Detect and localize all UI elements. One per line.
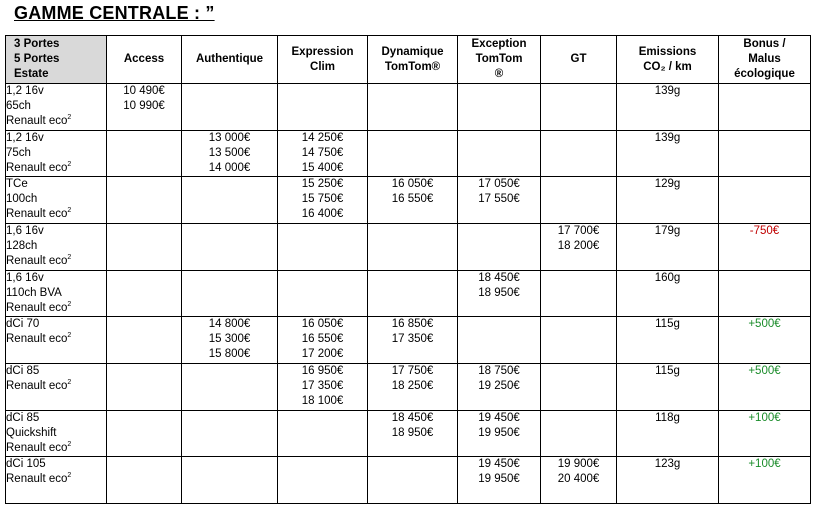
price-value: 18 750€ <box>478 364 520 377</box>
engine-line <box>6 99 106 114</box>
engine-line <box>6 239 106 254</box>
co2-cell: 179g <box>617 223 719 270</box>
co2-cell: 160g <box>617 270 719 317</box>
engine-text: Renault eco <box>6 441 68 454</box>
header-label: CO₂ / km <box>643 60 692 73</box>
price-value: 15 400€ <box>301 161 344 174</box>
table-row <box>6 317 811 364</box>
page-title: GAMME CENTRALE : ” <box>14 3 215 23</box>
header-access <box>107 36 182 84</box>
price-cell-authentique <box>182 363 278 410</box>
price-cell-dynamique <box>368 317 458 364</box>
engine-text: 75ch <box>6 146 31 159</box>
price-cell-exception <box>458 410 541 457</box>
price-cell-authentique <box>182 84 278 131</box>
engine-line <box>6 146 106 161</box>
price-cell-authentique <box>182 223 278 270</box>
price-value: 15 300€ <box>208 333 251 346</box>
engine-line <box>6 161 106 176</box>
table-row <box>6 130 811 177</box>
price-value: 16 550€ <box>301 333 344 346</box>
bonus-malus-cell <box>719 177 811 224</box>
engine-text: Renault eco <box>6 115 68 127</box>
price-cell-access <box>107 130 182 177</box>
header-label: Authentique <box>195 53 264 65</box>
price-value: 16 050€ <box>301 318 344 331</box>
engine-text: 1,2 16v <box>6 85 44 97</box>
price-value: 18 100€ <box>301 394 344 407</box>
price-value: 16 950€ <box>301 364 344 377</box>
engine-cell <box>6 177 107 224</box>
engine-line <box>6 441 106 456</box>
price-value: 16 050€ <box>391 178 434 191</box>
engine-text: TCe <box>6 178 28 191</box>
header-label: Malus <box>748 53 781 65</box>
price-value: 10 490€ <box>123 85 165 97</box>
bonus-malus-cell <box>719 410 811 457</box>
eco-superscript: 2 <box>67 440 72 448</box>
price-cell-expression <box>278 130 368 177</box>
engine-line <box>6 286 106 301</box>
price-cell-expression <box>278 363 368 410</box>
bonus-value: +500€ <box>748 318 781 331</box>
bonus-malus-cell <box>719 363 811 410</box>
price-cell-exception <box>458 270 541 317</box>
bonus-malus-cell <box>719 270 811 317</box>
price-cell-dynamique <box>368 223 458 270</box>
price-value: 19 950€ <box>478 473 520 486</box>
price-value: 14 750€ <box>301 146 344 159</box>
price-value: 15 750€ <box>301 193 344 206</box>
price-cell-dynamique <box>368 130 458 177</box>
price-value: 19 900€ <box>557 458 600 471</box>
engine-text: Renault eco <box>6 254 68 267</box>
price-value: 17 750€ <box>391 364 434 377</box>
price-cell-gt <box>541 270 617 317</box>
price-value: 17 550€ <box>478 193 520 206</box>
engine-cell <box>6 270 107 317</box>
engine-line <box>6 457 106 472</box>
engine-line <box>6 364 106 379</box>
eco-superscript: 2 <box>67 254 72 262</box>
bonus-malus-cell <box>719 84 811 131</box>
eco-superscript: 2 <box>67 207 72 215</box>
price-cell-gt <box>541 317 617 364</box>
engine-line <box>6 317 106 332</box>
price-cell-dynamique <box>368 177 458 224</box>
eco-superscript: 2 <box>67 114 72 122</box>
price-cell-gt <box>541 223 617 270</box>
price-value: 18 450€ <box>391 411 434 424</box>
table-row <box>6 410 811 457</box>
engine-text: 1,6 16v <box>6 271 44 284</box>
price-cell-dynamique <box>368 84 458 131</box>
price-value: 14 000€ <box>208 161 251 174</box>
price-value: 19 950€ <box>478 426 520 439</box>
co2-cell: 139g <box>617 130 719 177</box>
price-value: 13 000€ <box>208 131 251 144</box>
price-cell-dynamique <box>368 270 458 317</box>
price-cell-access <box>107 363 182 410</box>
engine-line <box>6 114 106 129</box>
engine-text: 110ch BVA <box>6 286 62 299</box>
co2-cell: 118g <box>617 410 719 457</box>
price-cell-dynamique <box>368 363 458 410</box>
header-label: Expression <box>291 45 354 58</box>
malus-value: -750€ <box>749 224 780 237</box>
price-cell-gt <box>541 457 617 504</box>
engine-text: 100ch <box>6 193 38 206</box>
eco-superscript: 2 <box>67 472 72 480</box>
table-row <box>6 177 811 224</box>
price-value: 18 950€ <box>391 426 434 439</box>
engine-text: Renault eco <box>6 473 68 486</box>
price-cell-dynamique <box>368 410 458 457</box>
engine-cell <box>6 363 107 410</box>
engine-text: Quickshift <box>6 426 57 439</box>
price-cell-expression <box>278 177 368 224</box>
header-label: 3 Portes <box>14 38 60 50</box>
engine-text: dCi 105 <box>6 458 46 471</box>
price-cell-expression <box>278 457 368 504</box>
engine-line <box>6 379 106 394</box>
engine-text: dCi 85 <box>6 411 40 424</box>
price-cell-access <box>107 270 182 317</box>
bonus-value: +100€ <box>748 411 781 424</box>
engine-text: Renault eco <box>6 301 68 314</box>
header-label: Clim <box>310 60 335 73</box>
price-cell-expression <box>278 317 368 364</box>
bonus-malus-cell <box>719 457 811 504</box>
bonus-malus-cell <box>719 223 811 270</box>
price-cell-access <box>107 177 182 224</box>
price-cell-access <box>107 410 182 457</box>
header-label: TomTom® <box>384 60 441 73</box>
price-cell-exception <box>458 223 541 270</box>
price-value: 13 500€ <box>208 146 251 159</box>
price-cell-access <box>107 84 182 131</box>
price-cell-authentique <box>182 410 278 457</box>
price-value: 18 250€ <box>391 379 434 392</box>
price-value: 17 700€ <box>557 224 600 237</box>
price-value: 16 850€ <box>391 318 434 331</box>
engine-text: dCi 85 <box>6 364 40 377</box>
price-value: 17 350€ <box>391 333 434 346</box>
price-cell-expression <box>278 270 368 317</box>
eco-superscript: 2 <box>67 300 72 308</box>
engine-text: 65ch <box>6 100 31 112</box>
price-cell-exception <box>458 177 541 224</box>
price-cell-exception <box>458 317 541 364</box>
table-row <box>6 223 811 270</box>
price-value: 14 800€ <box>208 318 251 331</box>
price-value: 17 350€ <box>301 379 344 392</box>
engine-line <box>6 332 106 347</box>
price-value: 17 200€ <box>301 348 344 361</box>
header-label: Dynamique <box>381 45 444 58</box>
engine-line <box>6 131 106 146</box>
price-cell-access <box>107 317 182 364</box>
header-label: Bonus / <box>743 38 786 50</box>
price-cell-expression <box>278 410 368 457</box>
price-cell-expression <box>278 223 368 270</box>
header-label: TomTom <box>475 53 523 65</box>
header-emissions <box>617 36 719 84</box>
price-value: 16 550€ <box>391 193 434 206</box>
engine-line <box>6 411 106 426</box>
eco-superscript: 2 <box>67 379 72 387</box>
header-label: Estate <box>14 68 49 80</box>
header-expression-clim <box>278 36 368 84</box>
engine-line <box>6 301 106 316</box>
price-cell-gt <box>541 363 617 410</box>
table-row <box>6 270 811 317</box>
header-dynamique-tomtom <box>368 36 458 84</box>
engine-line <box>6 84 106 99</box>
header-label: 5 Portes <box>14 53 60 65</box>
price-cell-exception <box>458 363 541 410</box>
price-value: 15 800€ <box>208 348 251 361</box>
header-label: GT <box>570 53 587 65</box>
header-bonus-malus <box>719 36 811 84</box>
price-cell-access <box>107 223 182 270</box>
engine-text: 1,2 16v <box>6 131 44 144</box>
price-cell-gt <box>541 177 617 224</box>
price-cell-gt <box>541 84 617 131</box>
price-value: 18 950€ <box>478 286 520 299</box>
co2-cell: 115g <box>617 317 719 364</box>
engine-cell <box>6 130 107 177</box>
bonus-value: +100€ <box>748 458 781 471</box>
price-cell-gt <box>541 410 617 457</box>
table-row <box>6 457 811 504</box>
eco-superscript: 2 <box>67 160 72 168</box>
price-cell-expression <box>278 84 368 131</box>
price-cell-exception <box>458 130 541 177</box>
price-cell-access <box>107 457 182 504</box>
co2-cell: 123g <box>617 457 719 504</box>
engine-cell <box>6 317 107 364</box>
price-value: 19 450€ <box>478 458 520 471</box>
engine-cell <box>6 457 107 504</box>
co2-cell: 139g <box>617 84 719 131</box>
price-value: 19 250€ <box>478 379 520 392</box>
engine-line <box>6 224 106 239</box>
header-authentique <box>182 36 278 84</box>
price-cell-authentique <box>182 317 278 364</box>
engine-text: 1,6 16v <box>6 224 44 237</box>
engine-text: Renault eco <box>6 379 68 392</box>
engine-line <box>6 426 106 441</box>
engine-cell <box>6 223 107 270</box>
price-value: 20 400€ <box>557 473 600 486</box>
price-value: 16 400€ <box>301 208 344 221</box>
header-label: Access <box>123 53 165 65</box>
engine-cell <box>6 84 107 131</box>
eco-superscript: 2 <box>67 332 72 340</box>
header-label: Emissions <box>638 45 697 58</box>
bonus-malus-cell <box>719 130 811 177</box>
price-cell-authentique <box>182 270 278 317</box>
engine-text: 128ch <box>6 239 38 252</box>
header-label: écologique <box>734 68 795 80</box>
engine-line <box>6 207 106 222</box>
bonus-value: +500€ <box>748 364 781 377</box>
co2-cell: 115g <box>617 363 719 410</box>
price-cell-gt <box>541 130 617 177</box>
header-label: Exception <box>471 38 527 50</box>
table-row <box>6 84 811 131</box>
bonus-malus-cell <box>719 317 811 364</box>
engine-line <box>6 472 106 487</box>
engine-text: Renault eco <box>6 208 68 221</box>
engine-text: Renault eco <box>6 333 68 346</box>
engine-cell <box>6 410 107 457</box>
table-header-row <box>6 36 811 84</box>
header-body-styles <box>6 36 107 84</box>
price-cell-exception <box>458 457 541 504</box>
price-cell-authentique <box>182 177 278 224</box>
header-exception-tomtom <box>458 36 541 84</box>
header-gt <box>541 36 617 84</box>
price-value: 14 250€ <box>301 131 344 144</box>
engine-line <box>6 177 106 192</box>
co2-cell: 129g <box>617 177 719 224</box>
price-value: 18 200€ <box>557 239 600 252</box>
price-value: 19 450€ <box>478 411 520 424</box>
table-row <box>6 363 811 410</box>
engine-line <box>6 254 106 269</box>
engine-line <box>6 271 106 286</box>
header-label: ® <box>494 68 504 80</box>
price-cell-exception <box>458 84 541 131</box>
engine-text: Renault eco <box>6 161 68 174</box>
price-value: 15 250€ <box>301 178 344 191</box>
price-cell-authentique <box>182 457 278 504</box>
engine-line <box>6 192 106 207</box>
engine-text: dCi 70 <box>6 318 40 331</box>
price-value: 17 050€ <box>478 178 520 191</box>
price-value: 10 990€ <box>123 100 165 112</box>
price-cell-authentique <box>182 130 278 177</box>
price-table <box>5 35 811 504</box>
price-cell-dynamique <box>368 457 458 504</box>
price-value: 18 450€ <box>478 271 520 284</box>
